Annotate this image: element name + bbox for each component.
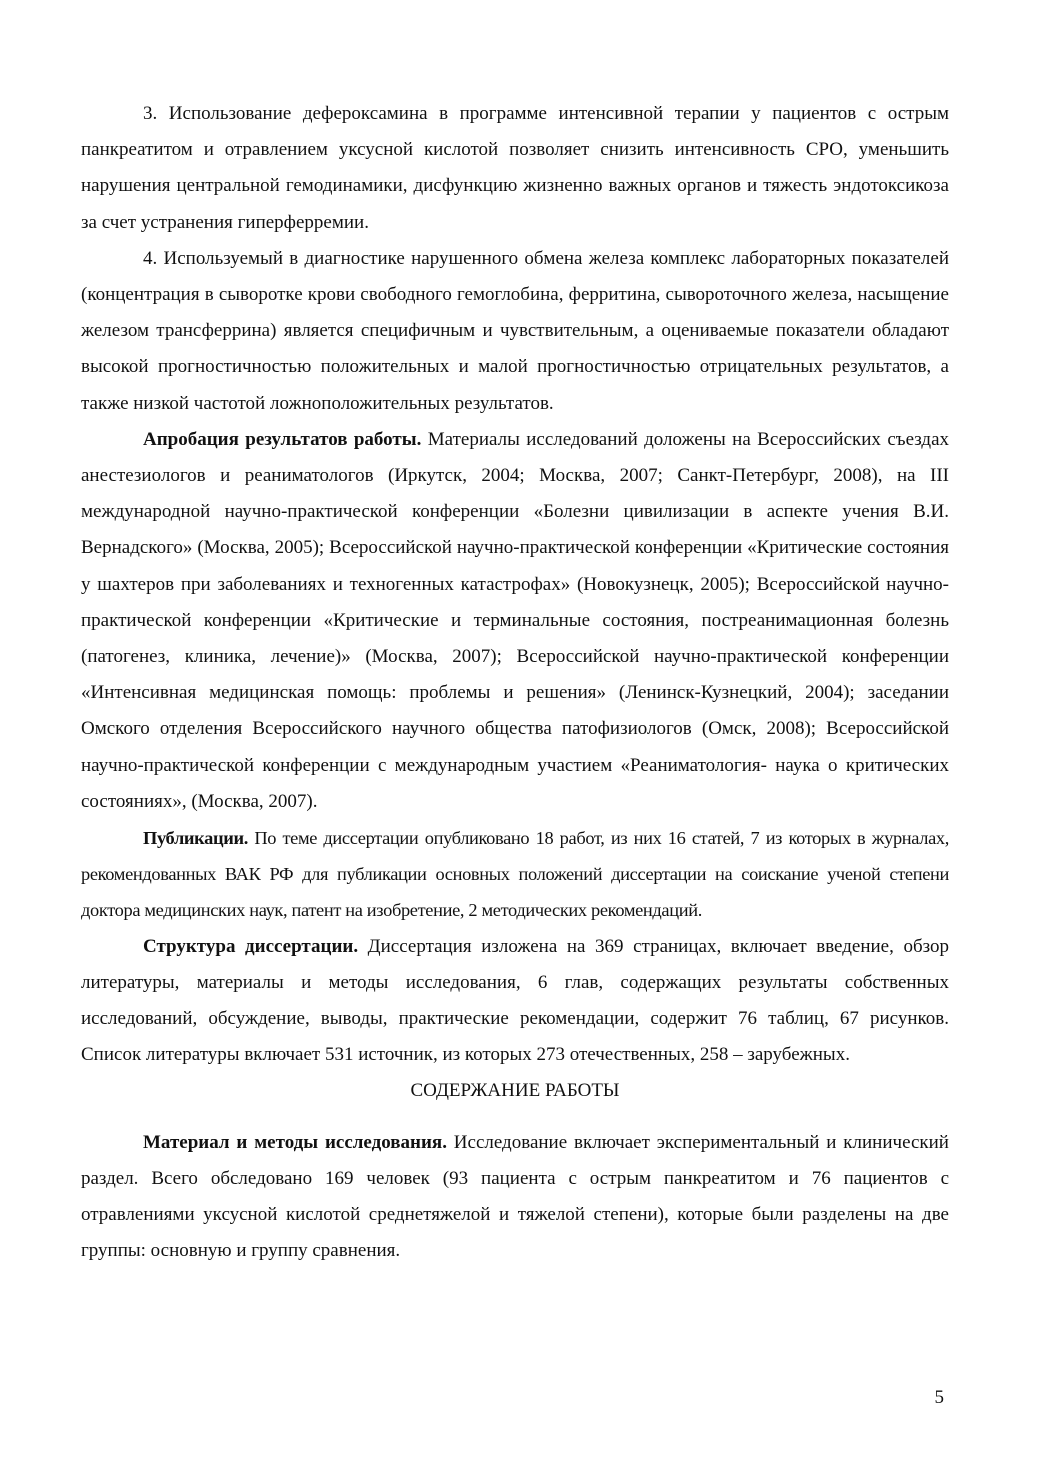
approbation-lead: Апробация результатов работы.	[143, 428, 422, 450]
materials-methods-paragraph	[81, 1125, 949, 1270]
publications-paragraph	[81, 820, 949, 929]
document-page	[81, 96, 949, 1270]
structure-paragraph	[81, 929, 949, 1074]
publications-lead: Публикации.	[143, 828, 248, 849]
section-heading: СОДЕРЖАНИЕ РАБОТЫ	[410, 1080, 620, 1102]
conclusion-3-paragraph	[81, 96, 949, 241]
materials-methods-text: Исследование включает экспериментальный и клинический раздел. Всего обследовано 169 человек (93 пациента с острым панкреатитом и 76 пациентов с отравлениями уксусной кислотой среднетяжелой и тяжелой степени), которые были разделены на две группы: основную и группу сравнения.	[81, 1131, 949, 1262]
approbation-text: Материалы исследований доложены на Всероссийских съездах анестезиологов и реаниматологов (Иркутск, 2004; Москва, 2007; Санкт-Петербург, 2008), на III международной научно-практической конференции «Болезни цивилизации в аспекте учения В.И. Вернадского» (Москва, 2005); Всероссийской научно-практической конференции «Критические состояния у шахтеров при заболеваниях и техногенных катастрофах» (Новокузнецк, 2005); Всероссийской научно-практической конференции «Критические и терминальные состояния, постреанимационная болезнь (патогенез, клиника, лечение)» (Москва, 2007); Всероссийской научно-практической конференции «Интенсивная медицинская помощь: проблемы и решения» (Ленинск-Кузнецкий, 2004); заседании Омского отделения Всероссийского научного общества патофизиологов (Омск, 2008); Всероссийской научно-практической конференции с международным участием «Реаниматология- наука о критических состояниях», (Москва, 2007).	[81, 428, 949, 812]
approbation-paragraph	[81, 422, 949, 820]
conclusion-4-paragraph	[81, 241, 949, 422]
page-number: 5	[934, 1387, 944, 1408]
publications-text: По теме диссертации опубликовано 18 работ, из них 16 статей, 7 из которых в журналах, рекомендованных ВАК РФ для публикации основных положений диссертации на соискание ученой степени доктора медицинских наук, патент на изобретение, 2 методических рекомендаций.	[81, 828, 949, 921]
paragraph-text: 3. Использование дефероксамина в программе интенсивной терапии у пациентов с острым панкреатитом и отравлением уксусной кислотой позволяет снизить интенсивность СРО, уменьшить нарушения центральной гемодинамики, дисфункцию жизненно важных органов и тяжесть эндотоксикоза за счет устранения гиперферремии.	[81, 103, 949, 233]
paragraph-text: 4. Используемый в диагностике нарушенного обмена железа комплекс лабораторных показателей (концентрация в сыворотке крови свободного гемоглобина, ферритина, сывороточного железа, насыщение железом трансферрина) является специфичным и чувствительным, а оцениваемые показатели обладают высокой прогностичностью положительных и малой прогностичностью отрицательных результатов, а также низкой частотой ложноположительных результатов.	[81, 247, 949, 414]
structure-lead: Структура диссертации.	[143, 935, 359, 957]
structure-text: Диссертация изложена на 369 страницах, включает введение, обзор литературы, материалы и методы исследования, 6 глав, содержащих результаты собственных исследований, обсуждение, выводы, практические рекомендации, содержит 76 таблиц, 67 рисунков. Список литературы включает 531 источник, из которых 273 отечественных, 258 – зарубежных.	[81, 935, 949, 1066]
materials-methods-lead: Материал и методы исследования.	[143, 1131, 447, 1153]
